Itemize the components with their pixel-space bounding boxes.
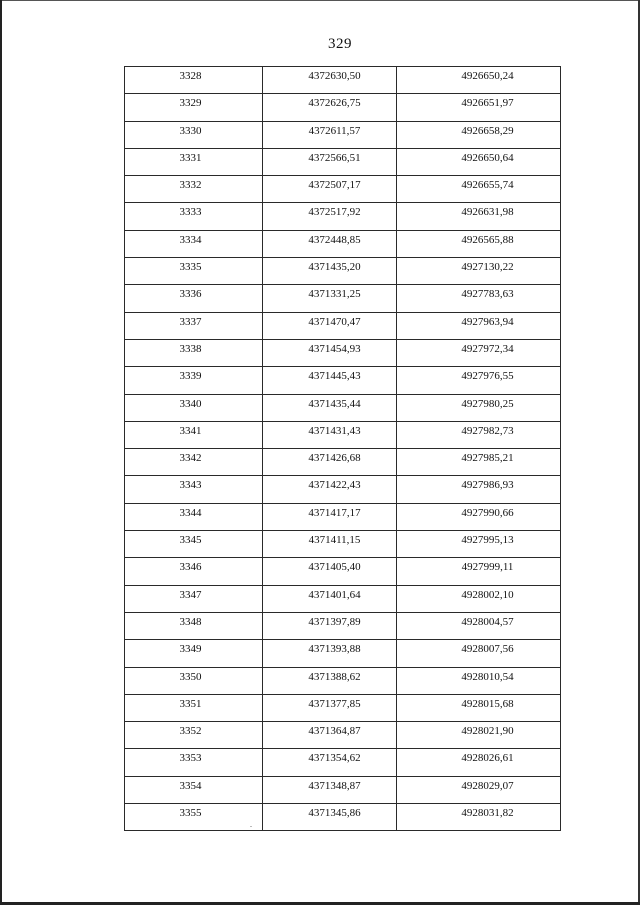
y-coordinate-cell: 4927995,13 (397, 531, 561, 558)
y-coordinate-cell: 4926655,74 (397, 176, 561, 203)
point-number-cell: 3343 (125, 476, 263, 503)
point-number-cell: 3335 (125, 258, 263, 285)
y-coordinate-cell: 4928021,90 (397, 722, 561, 749)
table-row (125, 421, 561, 448)
point-number-cell: 3351 (125, 694, 263, 721)
table-row (125, 176, 561, 203)
point-number-cell: 3341 (125, 421, 263, 448)
table-row (125, 67, 561, 94)
table-row (125, 258, 561, 285)
x-coordinate-cell: 4372626,75 (263, 94, 397, 121)
coordinates-table (124, 66, 561, 831)
y-coordinate-cell: 4927972,34 (397, 339, 561, 366)
y-coordinate-cell: 4928029,07 (397, 776, 561, 803)
y-coordinate-cell: 4926631,98 (397, 203, 561, 230)
x-coordinate-cell: 4371445,43 (263, 367, 397, 394)
x-coordinate-cell: 4371454,93 (263, 339, 397, 366)
table-row (125, 94, 561, 121)
point-number-cell: 3354 (125, 776, 263, 803)
y-coordinate-cell: 4928007,56 (397, 640, 561, 667)
x-coordinate-cell: 4371422,43 (263, 476, 397, 503)
x-coordinate-cell: 4371470,47 (263, 312, 397, 339)
x-coordinate-cell: 4371364,87 (263, 722, 397, 749)
point-number-cell: 3330 (125, 121, 263, 148)
table-row (125, 667, 561, 694)
y-coordinate-cell: 4926565,88 (397, 230, 561, 257)
table-row (125, 585, 561, 612)
scan-border-top (0, 0, 640, 1)
x-coordinate-cell: 4371393,88 (263, 640, 397, 667)
point-number-cell: 3336 (125, 285, 263, 312)
table-row (125, 558, 561, 585)
table-row (125, 749, 561, 776)
y-coordinate-cell: 4926650,64 (397, 148, 561, 175)
x-coordinate-cell: 4371401,64 (263, 585, 397, 612)
x-coordinate-cell: 4372611,57 (263, 121, 397, 148)
point-number-cell: 3352 (125, 722, 263, 749)
x-coordinate-cell: 4371435,20 (263, 258, 397, 285)
table-row (125, 694, 561, 721)
y-coordinate-cell: 4927963,94 (397, 312, 561, 339)
point-number-cell: 3339 (125, 367, 263, 394)
y-coordinate-cell: 4927980,25 (397, 394, 561, 421)
table-row (125, 531, 561, 558)
y-coordinate-cell: 4927990,66 (397, 503, 561, 530)
y-coordinate-cell: 4926650,24 (397, 67, 561, 94)
point-number-cell: 3331 (125, 148, 263, 175)
y-coordinate-cell: 4927130,22 (397, 258, 561, 285)
table-row (125, 722, 561, 749)
table-row (125, 367, 561, 394)
point-number-cell: 3345 (125, 531, 263, 558)
point-number-cell: 3348 (125, 612, 263, 639)
table-row (125, 394, 561, 421)
x-coordinate-cell: 4371411,15 (263, 531, 397, 558)
y-coordinate-cell: 4927976,55 (397, 367, 561, 394)
table-row (125, 776, 561, 803)
x-coordinate-cell: 4371331,25 (263, 285, 397, 312)
y-coordinate-cell: 4928002,10 (397, 585, 561, 612)
point-number-cell: 3355 (125, 804, 263, 831)
point-number-cell: 3342 (125, 449, 263, 476)
y-coordinate-cell: 4928026,61 (397, 749, 561, 776)
table-row (125, 230, 561, 257)
table-row (125, 612, 561, 639)
table-row (125, 640, 561, 667)
x-coordinate-cell: 4371348,87 (263, 776, 397, 803)
table-row (125, 285, 561, 312)
point-number-cell: 3332 (125, 176, 263, 203)
x-coordinate-cell: 4372566,51 (263, 148, 397, 175)
x-coordinate-cell: 4371345,86 (263, 804, 397, 831)
point-number-cell: 3344 (125, 503, 263, 530)
y-coordinate-cell: 4928015,68 (397, 694, 561, 721)
x-coordinate-cell: 4371417,17 (263, 503, 397, 530)
x-coordinate-cell: 4372517,92 (263, 203, 397, 230)
x-coordinate-cell: 4371377,85 (263, 694, 397, 721)
point-number-cell: 3350 (125, 667, 263, 694)
y-coordinate-cell: 4928031,82 (397, 804, 561, 831)
x-coordinate-cell: 4372448,85 (263, 230, 397, 257)
scan-speck (250, 826, 252, 827)
table-row (125, 503, 561, 530)
y-coordinate-cell: 4926658,29 (397, 121, 561, 148)
point-number-cell: 3338 (125, 339, 263, 366)
table-row (125, 804, 561, 831)
table-row (125, 449, 561, 476)
table-row (125, 339, 561, 366)
x-coordinate-cell: 4371354,62 (263, 749, 397, 776)
table-row (125, 312, 561, 339)
y-coordinate-cell: 4926651,97 (397, 94, 561, 121)
y-coordinate-cell: 4927999,11 (397, 558, 561, 585)
y-coordinate-cell: 4927986,93 (397, 476, 561, 503)
y-coordinate-cell: 4927783,63 (397, 285, 561, 312)
point-number-cell: 3340 (125, 394, 263, 421)
point-number-cell: 3349 (125, 640, 263, 667)
scan-border-left (0, 0, 2, 905)
y-coordinate-cell: 4928010,54 (397, 667, 561, 694)
point-number-cell: 3353 (125, 749, 263, 776)
table-row (125, 203, 561, 230)
x-coordinate-cell: 4371435,44 (263, 394, 397, 421)
x-coordinate-cell: 4372507,17 (263, 176, 397, 203)
y-coordinate-cell: 4927985,21 (397, 449, 561, 476)
x-coordinate-cell: 4372630,50 (263, 67, 397, 94)
point-number-cell: 3347 (125, 585, 263, 612)
table-row (125, 121, 561, 148)
point-number-cell: 3333 (125, 203, 263, 230)
page-number: 329 (328, 36, 352, 52)
point-number-cell: 3328 (125, 67, 263, 94)
y-coordinate-cell: 4927982,73 (397, 421, 561, 448)
x-coordinate-cell: 4371431,43 (263, 421, 397, 448)
point-number-cell: 3337 (125, 312, 263, 339)
point-number-cell: 3346 (125, 558, 263, 585)
x-coordinate-cell: 4371388,62 (263, 667, 397, 694)
x-coordinate-cell: 4371405,40 (263, 558, 397, 585)
x-coordinate-cell: 4371426,68 (263, 449, 397, 476)
x-coordinate-cell: 4371397,89 (263, 612, 397, 639)
table-row (125, 476, 561, 503)
table-row (125, 148, 561, 175)
y-coordinate-cell: 4928004,57 (397, 612, 561, 639)
coordinates-table-body (125, 67, 561, 831)
point-number-cell: 3329 (125, 94, 263, 121)
point-number-cell: 3334 (125, 230, 263, 257)
